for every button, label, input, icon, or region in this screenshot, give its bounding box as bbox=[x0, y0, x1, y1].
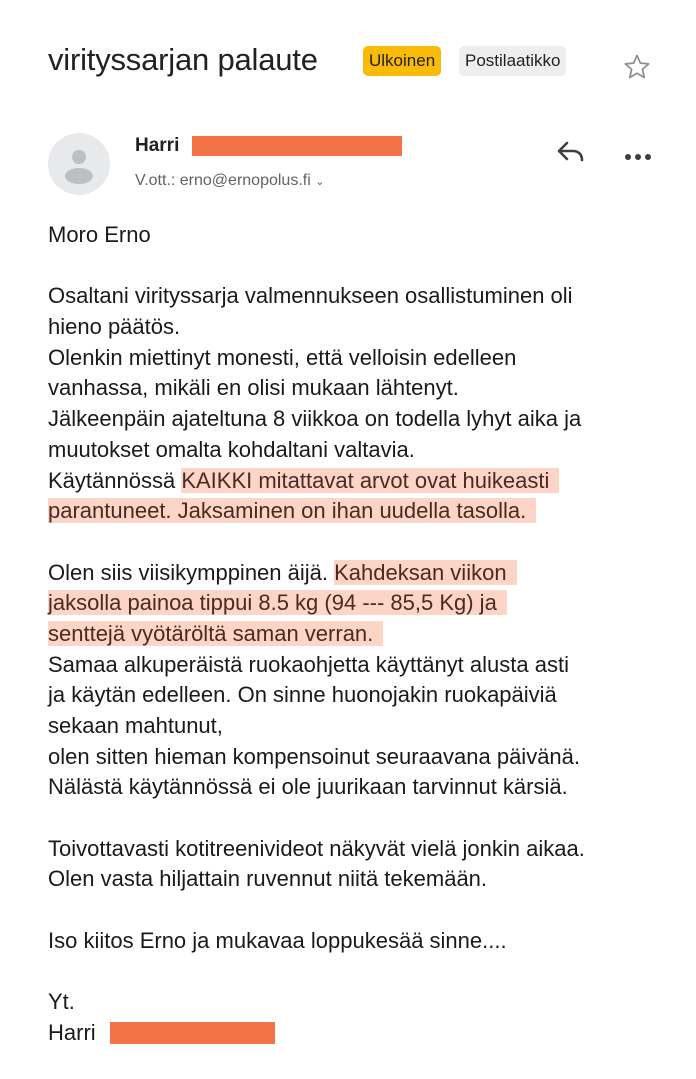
person-icon bbox=[48, 133, 110, 195]
body-line: Osaltani virityssarja valmennukseen osallistuminen oli bbox=[48, 283, 573, 309]
recipient-details[interactable] bbox=[135, 172, 324, 190]
body-line bbox=[48, 588, 585, 619]
chevron-down-icon[interactable]: ⌄ bbox=[315, 176, 325, 188]
body-line: ja käytän edelleen. On sinne huonojakin ruokapäiviä bbox=[48, 682, 557, 708]
body-line: Samaa alkuperäistä ruokaohjetta käyttänyt alusta asti bbox=[48, 651, 569, 677]
highlighted-text: jaksolla painoa tippui 8.5 kg (94 --- 85,5 Kg) ja bbox=[48, 590, 507, 615]
highlighted-text: Kahdeksan viikon bbox=[334, 560, 516, 585]
body-line: Olenkin miettinyt monesti, että velloisin edelleen bbox=[48, 344, 517, 370]
greeting: Moro Erno bbox=[48, 222, 151, 247]
redacted-surname bbox=[110, 1022, 275, 1044]
highlighted-text: senttejä vyötäröltä saman verran. bbox=[48, 621, 383, 646]
body-line bbox=[48, 619, 585, 650]
body-line: Toivottavasti kotitreenivideot näkyvät vielä jonkin aikaa. bbox=[48, 835, 585, 861]
body-line: hieno päätös. bbox=[48, 314, 181, 340]
body-line bbox=[48, 558, 585, 589]
signature-name: Harri bbox=[48, 1019, 96, 1045]
closing: Yt. bbox=[48, 989, 75, 1015]
body-line: vanhassa, mikäli en olisi mukaan lähtenyt. bbox=[48, 375, 459, 401]
avatar[interactable] bbox=[48, 133, 110, 195]
label-inbox[interactable]: Postilaatikko bbox=[459, 46, 566, 76]
email-body bbox=[48, 220, 585, 1049]
body-line: Iso kiitos Erno ja mukavaa loppukesää sinne.... bbox=[48, 927, 507, 953]
sender-name: Harri bbox=[135, 135, 180, 156]
recipient-text: V.ott.: erno@ernopolus.fi bbox=[135, 172, 311, 189]
star-icon[interactable] bbox=[622, 52, 652, 87]
body-line: Jälkeenpäin ajateltuna 8 viikkoa on todella lyhyt aika ja bbox=[48, 406, 582, 432]
highlighted-text: KAIKKI mitattavat arvot ovat huikeasti bbox=[181, 468, 559, 493]
body-line: Nälästä käytännössä ei ole juurikaan tarvinnut kärsiä. bbox=[48, 774, 568, 800]
body-line: muutokset omalta kohdaltani valtavia. bbox=[48, 436, 415, 462]
body-line: Olen vasta hiljattain ruvennut niitä tekemään. bbox=[48, 866, 488, 892]
signature bbox=[48, 1018, 585, 1049]
more-options-icon[interactable] bbox=[624, 148, 652, 166]
body-line bbox=[48, 466, 585, 497]
body-line: sekaan mahtunut, bbox=[48, 713, 223, 738]
reply-icon[interactable] bbox=[555, 138, 587, 171]
redacted-surname bbox=[192, 136, 402, 156]
highlighted-text: parantuneet. Jaksaminen on ihan uudella tasolla. bbox=[48, 498, 536, 523]
body-line: olen sitten hieman kompensoinut seuraavana päivänä. bbox=[48, 743, 581, 769]
body-text: Olen siis viisikymppinen äijä. bbox=[48, 559, 335, 585]
label-external[interactable]: Ulkoinen bbox=[363, 46, 441, 76]
email-subject: virityssarjan palaute bbox=[48, 42, 318, 77]
body-line bbox=[48, 496, 585, 527]
body-text: Käytännössä bbox=[48, 467, 182, 493]
